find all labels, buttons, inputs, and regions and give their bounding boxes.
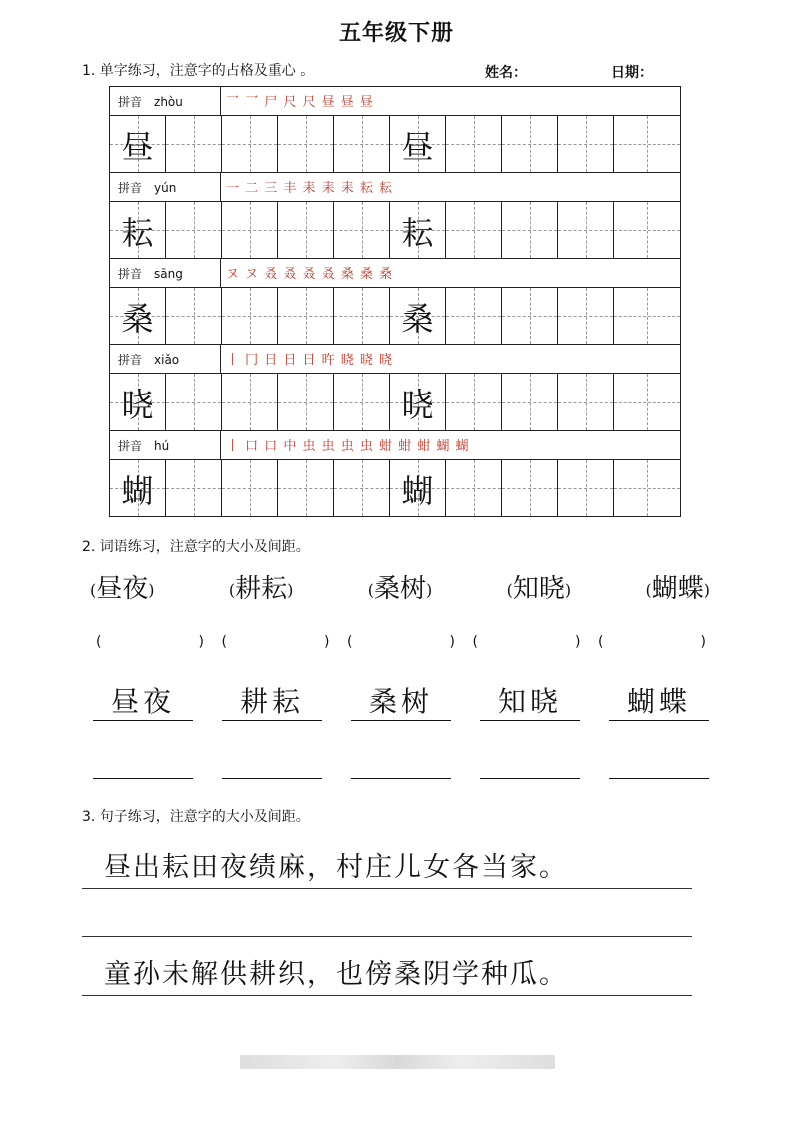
char-row xyxy=(110,202,680,259)
pinyin-text: yún xyxy=(154,181,177,195)
pinyin-row xyxy=(110,431,680,460)
practice-cell[interactable] xyxy=(166,202,222,258)
model-char: 蝴 xyxy=(121,472,154,510)
word-with-paren: (蝴蝶) xyxy=(645,574,710,604)
practice-cell[interactable] xyxy=(614,288,680,344)
model-char-2: 昼 xyxy=(401,128,434,166)
stroke-order: ヌ ヌ 叒 叒 叒 叒 桑 桑 桑 xyxy=(226,267,394,282)
section3-label: 3. 句子练习，注意字的大小及间距。 xyxy=(82,809,310,825)
practice-cell[interactable] xyxy=(502,116,558,172)
pinyin-row xyxy=(110,173,680,202)
practice-cell[interactable] xyxy=(222,202,278,258)
pinyin-prefix: 拼音 xyxy=(118,439,143,453)
practice-cell[interactable] xyxy=(334,374,390,430)
empty-paren[interactable]: ( ) xyxy=(472,634,581,650)
model-char: 桑 xyxy=(121,300,154,338)
pinyin-prefix: 拼音 xyxy=(118,95,143,109)
pinyin-row xyxy=(110,259,680,288)
practice-cell[interactable] xyxy=(222,288,278,344)
blurred-footer xyxy=(240,1055,555,1069)
model-char-2: 蝴 xyxy=(401,472,434,510)
practice-cell[interactable] xyxy=(614,202,680,258)
pinyin-text: sāng xyxy=(154,267,183,281)
practice-cell[interactable] xyxy=(334,202,390,258)
word: 蝴蝶 xyxy=(651,574,704,604)
section2-label: 2. 词语练习，注意字的大小及间距。 xyxy=(82,539,310,555)
practice-cell[interactable] xyxy=(558,460,614,516)
practice-cell[interactable] xyxy=(446,460,502,516)
practice-cell[interactable] xyxy=(614,116,680,172)
stroke-order: 一 二 三 丰 耒 耒 耒 耘 耘 xyxy=(226,181,394,196)
pinyin-text: zhòu xyxy=(154,95,183,109)
word-blank-line[interactable] xyxy=(222,738,322,779)
model-char-2: 桑 xyxy=(401,300,434,338)
word-with-paren: (知晓) xyxy=(506,574,572,604)
char-row xyxy=(110,460,680,517)
practice-cell[interactable] xyxy=(278,116,334,172)
model-char-2: 晓 xyxy=(401,386,434,424)
pinyin-text: hú xyxy=(154,439,170,453)
practice-cell[interactable] xyxy=(558,288,614,344)
practice-cell[interactable] xyxy=(278,374,334,430)
empty-paren[interactable]: ( ) xyxy=(598,634,706,650)
empty-paren[interactable]: ( ) xyxy=(221,634,330,650)
practice-cell[interactable] xyxy=(446,288,502,344)
word: 桑树 xyxy=(373,574,426,604)
practice-cell[interactable] xyxy=(278,202,334,258)
date-label: 日期： xyxy=(611,65,653,81)
practice-cell[interactable] xyxy=(278,460,334,516)
word-blank-row xyxy=(93,738,709,779)
practice-cell[interactable] xyxy=(502,374,558,430)
character-practice-grid xyxy=(109,86,681,517)
word-with-paren: (耕耘) xyxy=(228,574,294,604)
section1-label: 1. 单字练习，注意字的占格及重心 。 xyxy=(82,63,315,79)
pinyin-prefix: 拼音 xyxy=(118,181,143,195)
practice-cell[interactable] xyxy=(446,202,502,258)
model-char-2: 耘 xyxy=(401,214,434,252)
practice-cell[interactable] xyxy=(222,460,278,516)
model-char: 晓 xyxy=(121,386,154,424)
model-char: 耘 xyxy=(121,214,154,252)
word-copy-row xyxy=(93,680,709,721)
practice-cell[interactable] xyxy=(614,374,680,430)
sentence-line: 童孙未解供耕织，也傍桑阴学种瓜。 xyxy=(82,952,692,996)
pinyin-prefix: 拼音 xyxy=(118,267,143,281)
empty-paren[interactable]: ( ) xyxy=(347,634,455,650)
sentence-line: 昼出耘田夜绩麻，村庄儿女各当家。 xyxy=(82,845,692,889)
word-with-paren: (桑树) xyxy=(367,574,433,604)
practice-cell[interactable] xyxy=(222,374,278,430)
practice-cell[interactable] xyxy=(222,116,278,172)
word: 耕耘 xyxy=(235,574,288,604)
char-row xyxy=(110,374,680,431)
word-pinyin-row xyxy=(90,568,710,605)
practice-cell[interactable] xyxy=(166,374,222,430)
practice-cell[interactable] xyxy=(614,460,680,516)
practice-cell[interactable] xyxy=(334,288,390,344)
word-blank-line[interactable] xyxy=(480,738,580,779)
word-blank-line[interactable] xyxy=(93,738,193,779)
practice-cell[interactable] xyxy=(166,460,222,516)
empty-paren-row xyxy=(96,634,706,650)
practice-cell[interactable] xyxy=(502,202,558,258)
practice-cell[interactable] xyxy=(502,288,558,344)
practice-cell[interactable] xyxy=(558,116,614,172)
practice-cell[interactable] xyxy=(558,374,614,430)
word: 知晓 xyxy=(512,574,565,604)
word-model: 桑树 xyxy=(351,680,451,721)
practice-cell[interactable] xyxy=(278,288,334,344)
word-with-paren: (昼夜) xyxy=(90,574,155,604)
char-row xyxy=(110,288,680,345)
word-blank-line[interactable] xyxy=(351,738,451,779)
word-model: 昼夜 xyxy=(93,680,193,721)
pinyin-text: xiǎo xyxy=(154,353,180,367)
practice-cell[interactable] xyxy=(446,116,502,172)
practice-cell[interactable] xyxy=(334,116,390,172)
stroke-order: 丨 口 口 中 虫 虫 虫 虫 蚶 蚶 蚶 蝴 蝴 xyxy=(226,439,470,454)
page-title: 五年级下册 xyxy=(338,21,454,46)
pinyin-row xyxy=(110,345,680,374)
word-blank-line[interactable] xyxy=(609,738,709,779)
empty-paren[interactable]: ( ) xyxy=(96,634,204,650)
practice-cell[interactable] xyxy=(502,460,558,516)
char-row xyxy=(110,116,680,173)
practice-cell[interactable] xyxy=(446,374,502,430)
pinyin-row xyxy=(110,87,680,116)
word-model: 耕耘 xyxy=(222,680,322,721)
model-char: 昼 xyxy=(121,128,154,166)
stroke-order: ⺂ ⺂ 尸 尺 尺 昼 昼 昼 xyxy=(226,95,374,110)
practice-cell[interactable] xyxy=(166,288,222,344)
sentence-blank-line[interactable] xyxy=(82,893,692,937)
word-model: 知晓 xyxy=(480,680,580,721)
practice-cell[interactable] xyxy=(558,202,614,258)
practice-cell[interactable] xyxy=(334,460,390,516)
word-model: 蝴蝶 xyxy=(609,680,709,721)
name-label: 姓名： xyxy=(485,65,527,81)
pinyin-prefix: 拼音 xyxy=(118,353,143,367)
practice-cell[interactable] xyxy=(166,116,222,172)
word: 昼夜 xyxy=(96,574,149,604)
stroke-order: 丨 冂 日 日 日 旿 晓 晓 晓 xyxy=(226,353,394,368)
